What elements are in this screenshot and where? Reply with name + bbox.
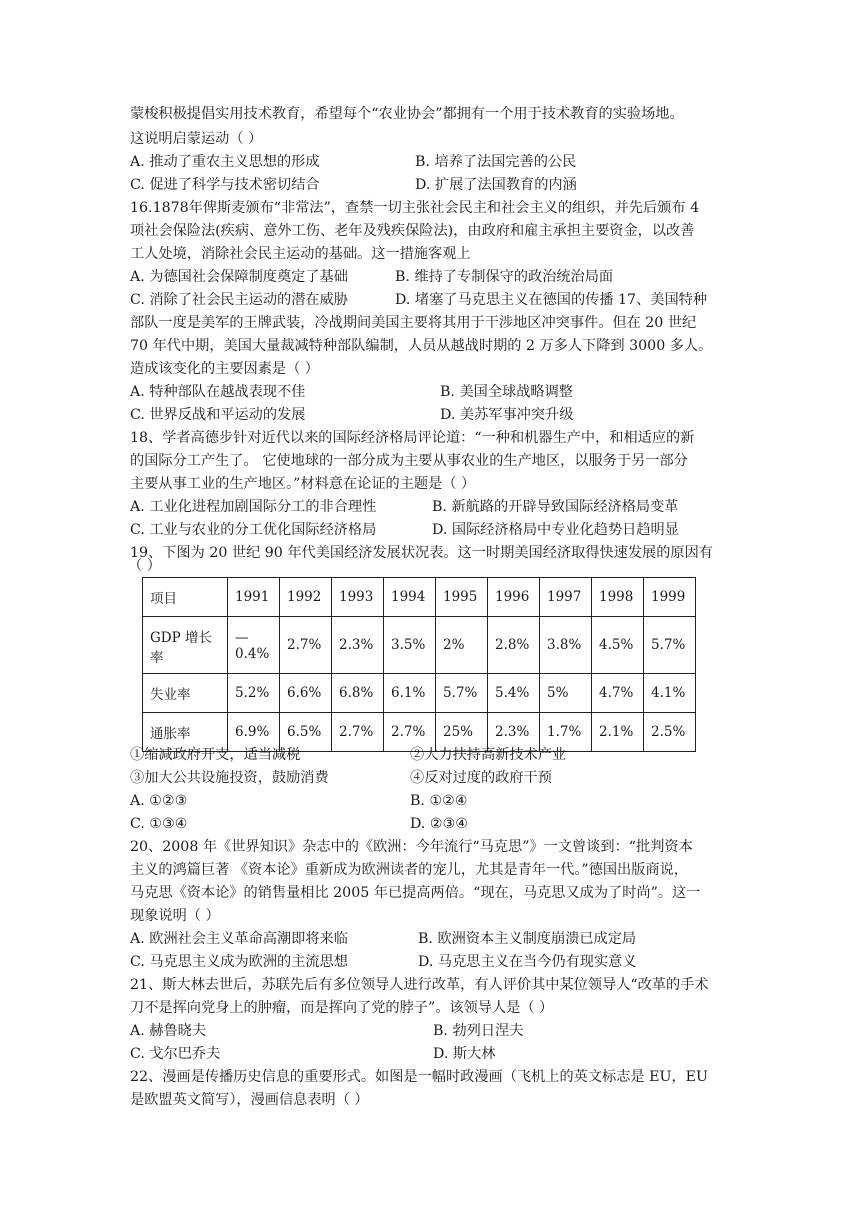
q19-option-b: B. ①②④ bbox=[410, 793, 468, 809]
q20-option-c: C. 马克思主义成为欧洲的主流思想 bbox=[130, 954, 348, 970]
q16-stem-line: 16.1878年俾斯麦颁布“非常法”，查禁一切主张社会民主和社会主义的组织，并先后颁布 4 bbox=[130, 200, 700, 216]
q20-stem-line: 主义的鸿篇巨著 《资本论》重新成为欧洲读者的宠儿，尤其是青年一代。”德国出版商说， bbox=[130, 862, 688, 878]
q18-option-a: A. 工业化进程加剧国际分工的非合理性 bbox=[130, 499, 377, 515]
table-cell: 5.4% bbox=[488, 674, 540, 713]
table-cell: 2.7% bbox=[280, 617, 332, 674]
q19-stem-line: （ ） bbox=[128, 558, 161, 574]
table-cell: 1996 bbox=[488, 578, 540, 617]
table-cell: 25% bbox=[436, 713, 488, 752]
table-cell: 通胀率 bbox=[143, 713, 228, 752]
q19-option-a: A. ①②③ bbox=[130, 793, 188, 809]
q15-option-a: A. 推动了重农主义思想的形成 bbox=[130, 154, 320, 170]
q17-option-a: A. 特种部队在越战表现不佳 bbox=[130, 384, 306, 400]
table-row-unemployment bbox=[143, 674, 696, 713]
table-cell: 1.7% bbox=[540, 713, 592, 752]
q21-option-c: C. 戈尔巴乔夫 bbox=[130, 1046, 221, 1062]
q15-stem-line: 蒙梭积极提倡实用技术教育，希望每个“农业协会”都拥有一个用于技术教育的实验场地。 bbox=[130, 106, 684, 122]
us-economy-table bbox=[142, 577, 696, 752]
table-cell: 6.9% bbox=[228, 713, 280, 752]
table-cell: 4.7% bbox=[592, 674, 644, 713]
q15-option-d: D. 扩展了法国教育的内涵 bbox=[415, 177, 577, 193]
q16-option-a: A. 为德国社会保障制度奠定了基础 bbox=[130, 269, 348, 285]
q18-stem-line: 18、学者高德步针对近代以来的国际经济格局评论道：“一种和机器生产中，和相适应的新 bbox=[130, 430, 695, 446]
q16-option-d: D. 堵塞了马克思主义在德国的传播 17、美国特种 bbox=[395, 292, 708, 308]
q18-option-d: D. 国际经济格局中专业化趋势日趋明显 bbox=[432, 522, 679, 538]
q19-stem-line: 19、下图为 20 世纪 90 年代美国经济发展状况表。这一时期美国经济取得快速发展的原因有 bbox=[130, 545, 713, 561]
gdp-label-line: 率 bbox=[150, 650, 164, 666]
q16-stem-line: 工人处境，消除社会民主运动的基础。这一措施客观上 bbox=[130, 246, 471, 262]
q19-statement-2: ②大力扶持高新技术产业 bbox=[410, 747, 567, 763]
q17-stem-line: 部队一度是美军的王牌武装，冷战期间美国主要将其用于干涉地区冲突事件。但在 20 世纪 bbox=[130, 315, 697, 331]
q19-option-d: D. ②③④ bbox=[410, 816, 469, 832]
q21-stem-line: 21、斯大林去世后，苏联先后有多位领导人进行改革，有人评价其中某位领导人“改革的手术 bbox=[130, 977, 709, 993]
q22-stem-line: 22、漫画是传播历史信息的重要形式。如图是一幅时政漫画（飞机上的英文标志是 EU，EU bbox=[130, 1069, 708, 1085]
q18-option-b: B. 新航路的开辟导致国际经济格局变革 bbox=[432, 499, 679, 515]
table-cell: 1992 bbox=[280, 578, 332, 617]
table-cell: 1993 bbox=[332, 578, 384, 617]
q16-option-b: B. 维持了专制保守的政治统治局面 bbox=[395, 269, 614, 285]
q21-stem-line: 刀不是挥向党身上的肿瘤，而是挥向了党的脖子”。该领导人是（ ） bbox=[130, 1000, 554, 1016]
table-cell: 1998 bbox=[592, 578, 644, 617]
table-cell: 1999 bbox=[644, 578, 696, 617]
q21-option-b: B. 勃列日涅夫 bbox=[433, 1023, 524, 1039]
q15-stem-line: 这说明启蒙运动（ ） bbox=[130, 131, 263, 147]
table-cell bbox=[143, 617, 228, 674]
q19-option-c: C. ①③④ bbox=[130, 816, 188, 832]
table-cell: 1994 bbox=[384, 578, 436, 617]
gdp-label-line: GDP 增长 bbox=[150, 630, 212, 646]
table-cell: 1995 bbox=[436, 578, 488, 617]
q20-stem-line: 马克思《资本论》的销售量相比 2005 年已提高两倍。“现在，马克思又成为了时尚”。这一 bbox=[130, 885, 701, 901]
q16-option-c: C. 消除了社会民主运动的潜在威胁 bbox=[130, 292, 348, 308]
table-cell: 6.5% bbox=[280, 713, 332, 752]
q18-option-c: C. 工业与农业的分工优化国际经济格局 bbox=[130, 522, 377, 538]
table-cell: 5% bbox=[540, 674, 592, 713]
table-cell: 3.5% bbox=[384, 617, 436, 674]
q15-option-c: C. 促进了科学与技术密切结合 bbox=[130, 177, 320, 193]
table-cell: 2.3% bbox=[488, 713, 540, 752]
table-cell: 6.6% bbox=[280, 674, 332, 713]
table-cell: 5.7% bbox=[644, 617, 696, 674]
q15-option-b: B. 培养了法国完善的公民 bbox=[415, 154, 577, 170]
q17-option-b: B. 美国全球战略调整 bbox=[440, 384, 573, 400]
q19-statement-1: ①缩减政府开支，适当减税 bbox=[130, 747, 301, 763]
table-header-row bbox=[143, 578, 696, 617]
table-cell: 失业率 bbox=[143, 674, 228, 713]
q20-stem-line: 现象说明（ ） bbox=[130, 908, 220, 924]
table-cell: 6.1% bbox=[384, 674, 436, 713]
table-cell: 2.1% bbox=[592, 713, 644, 752]
table-cell: 2.8% bbox=[488, 617, 540, 674]
table-cell: 4.5% bbox=[592, 617, 644, 674]
table-cell: 2.7% bbox=[332, 713, 384, 752]
table-cell: 2% bbox=[436, 617, 488, 674]
q18-stem-line: 主要从事工业的生产地区。”材料意在论证的主题是（ ） bbox=[130, 476, 476, 492]
q16-stem-line: 项社会保险法(疾病、意外工伤、老年及残疾保险法)，由政府和雇主承担主要资金，以改善 bbox=[130, 223, 695, 239]
q19-statement-3: ③加大公共设施投资，鼓励消费 bbox=[130, 770, 329, 786]
table-cell: 5.7% bbox=[436, 674, 488, 713]
table-cell: 1991 bbox=[228, 578, 280, 617]
table-cell: 5.2% bbox=[228, 674, 280, 713]
table-cell: 3.8% bbox=[540, 617, 592, 674]
q17-stem-line: 造成该变化的主要因素是（ ） bbox=[130, 361, 319, 377]
q17-option-d: D. 美苏军事冲突升级 bbox=[440, 407, 574, 423]
table-cell: 2.5% bbox=[644, 713, 696, 752]
q18-stem-line: 的国际分工产生了。 它使地球的一部分成为主要从事农业的生产地区，以服务于另一部分 bbox=[130, 453, 688, 469]
table-cell bbox=[228, 617, 280, 674]
q20-option-a: A. 欧洲社会主义革命高潮即将来临 bbox=[130, 931, 348, 947]
q19-statement-4: ④反对过度的政府干预 bbox=[410, 770, 552, 786]
q17-stem-line: 70 年代中期，美国大量裁减特种部队编制，人员从越战时期的 2 万多人下降到 3000 多人。 bbox=[130, 338, 713, 354]
q17-option-c: C. 世界反战和平运动的发展 bbox=[130, 407, 306, 423]
q20-stem-line: 20、2008 年《世界知识》杂志中的《欧洲：今年流行“马克思”》一文曾谈到：“批判资本 bbox=[130, 839, 693, 855]
gdp-1991-line: — bbox=[235, 630, 249, 646]
q20-option-d: D. 马克思主义在当今仍有现实意义 bbox=[418, 954, 637, 970]
q21-option-d: D. 斯大林 bbox=[433, 1046, 496, 1062]
q21-option-a: A. 赫鲁晓夫 bbox=[130, 1023, 207, 1039]
gdp-1991-line: 0.4% bbox=[235, 646, 270, 662]
table-cell: 2.7% bbox=[384, 713, 436, 752]
q20-option-b: B. 欧洲资本主义制度崩溃已成定局 bbox=[418, 931, 637, 947]
table-cell: 4.1% bbox=[644, 674, 696, 713]
table-cell: 1997 bbox=[540, 578, 592, 617]
table-row-gdp bbox=[143, 617, 696, 674]
table-cell: 项目 bbox=[143, 578, 228, 617]
table-cell: 6.8% bbox=[332, 674, 384, 713]
table-cell: 2.3% bbox=[332, 617, 384, 674]
q22-stem-line: 是欧盟英文简写），漫画信息表明（ ） bbox=[130, 1092, 369, 1108]
